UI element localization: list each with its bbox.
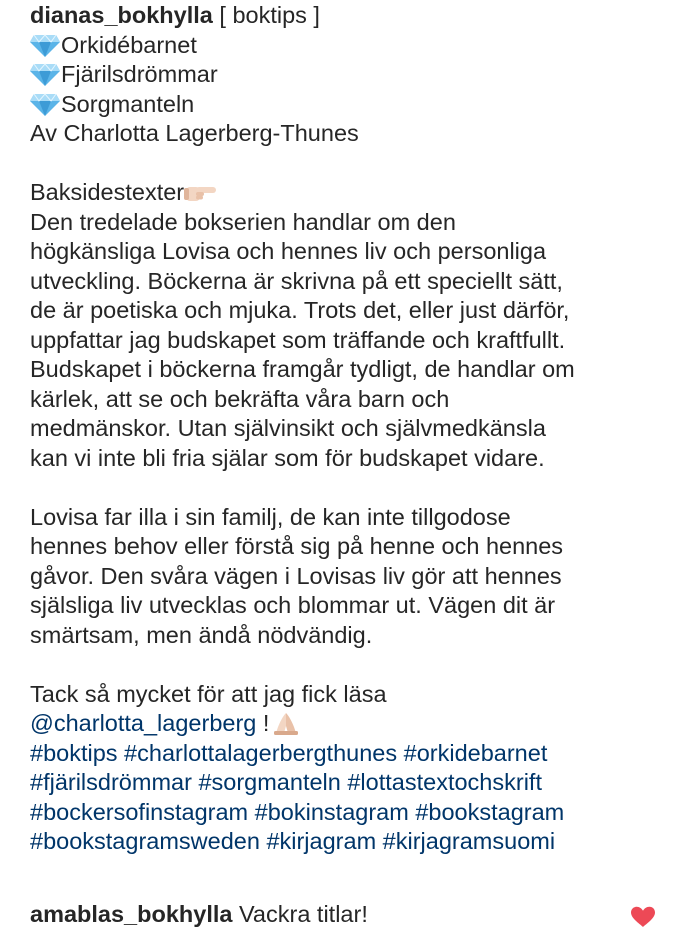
book-title-3: Sorgmanteln: [61, 90, 195, 117]
paragraph-line: hennes behov eller förstå sig på henne och hennes: [30, 533, 564, 559]
comment-text: Vackra titlar!: [232, 901, 368, 927]
author-mention-link[interactable]: @charlotta_lagerberg: [30, 710, 257, 736]
book-title-line: [30, 31, 670, 61]
paragraph-line: kärlek, att se och bekräfta våra barn och: [30, 385, 450, 412]
paragraph-line: gåvor. Den svåra vägen i Lovisas liv gör att hennes: [30, 562, 562, 589]
mention-suffix: !: [256, 710, 270, 736]
comment-row: [30, 899, 630, 929]
thanks-line: Tack så mycket för att jag fick läsa: [30, 680, 387, 707]
gem-stone-icon: [30, 92, 60, 116]
author-line: Av Charlotta Lagerberg-Thunes: [30, 120, 359, 146]
folded-hands-icon: [269, 710, 303, 736]
paragraph-line: Budskapet i böckerna framgår tydligt, de handlar om: [30, 356, 575, 382]
post-username[interactable]: dianas_bokhylla: [30, 2, 213, 28]
caption-tag-label: [ boktips ]: [212, 2, 320, 28]
hashtag-block: [30, 739, 670, 857]
blank-line: [30, 650, 670, 680]
paragraph-line: medmänskor. Utan självinsikt och självmedkänsla: [30, 415, 546, 441]
book-title-1: Orkidébarnet: [61, 31, 197, 58]
caption-header: [30, 1, 670, 31]
paragraph-line: högkänsliga Lovisa och hennes liv och personliga: [30, 238, 547, 264]
paragraph-line: Den tredelade bokserien handlar om den: [30, 208, 456, 235]
blank-line: [30, 149, 670, 179]
book-title-line: [30, 90, 670, 120]
book-title-2: Fjärilsdrömmar: [61, 61, 218, 87]
gem-stone-icon: [30, 33, 60, 57]
pointing-right-hand-icon: [184, 179, 218, 205]
mention-line: [30, 709, 670, 739]
back-heading: Baksidestexter: [30, 179, 185, 205]
back-heading-line: [30, 178, 670, 208]
book-title-line: [30, 60, 670, 90]
paragraph-line: själsliga liv utvecklas och blommar ut. Vägen dit är: [30, 592, 556, 618]
post-caption: [30, 1, 670, 857]
review-paragraph-2: [30, 503, 670, 651]
hashtag-line[interactable]: #boktips #charlottalagerbergthunes #orkidebarnet: [30, 739, 548, 766]
review-paragraph-1: [30, 208, 670, 474]
paragraph-line: utveckling. Böckerna är skrivna på ett speciellt sätt,: [30, 267, 563, 294]
paragraph-line: de är poetiska och mjuka. Trots det, eller just därför,: [30, 297, 570, 323]
paragraph-line: kan vi inte bli fria själar som för budskapet vidare.: [30, 444, 545, 471]
blank-line: [30, 473, 670, 503]
heart-icon[interactable]: [630, 906, 656, 928]
paragraph-line: uppfattar jag budskapet som träffande och kraftfullt.: [30, 326, 566, 353]
hashtag-line[interactable]: #fjärilsdrömmar #sorgmanteln #lottastextochskrift: [30, 769, 542, 795]
hashtag-line[interactable]: #bookstagramsweden #kirjagram #kirjagramsuomi: [30, 828, 556, 854]
paragraph-line: Lovisa far illa i sin familj, de kan inte tillgodose: [30, 503, 511, 530]
hashtag-line[interactable]: #bockersofinstagram #bokinstagram #bookstagram: [30, 798, 565, 825]
gem-stone-icon: [30, 62, 60, 86]
comment-username[interactable]: amablas_bokhylla: [30, 901, 233, 927]
paragraph-line: smärtsam, men ändå nödvändig.: [30, 621, 373, 648]
